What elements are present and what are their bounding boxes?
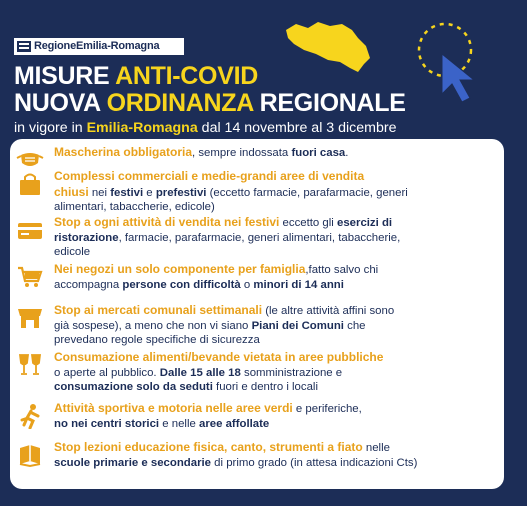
measure-text <box>54 215 500 260</box>
measure-plain: fuori e dentro i locali <box>212 381 318 393</box>
measure-text <box>54 401 500 431</box>
shopping-bag-icon <box>16 171 44 197</box>
measure-line <box>54 333 500 348</box>
measure-plain: prevedano regole specifiche di sicurezza <box>54 334 260 346</box>
measure-plain: . <box>345 147 349 159</box>
mouse-cursor-icon <box>422 36 502 106</box>
measure-bold: no nei centri storici <box>54 417 160 430</box>
measure-bold: aree affollate <box>198 417 270 430</box>
measure-plain: edicole <box>54 246 91 258</box>
measure-plain: di primo grado (in attesa indicazioni Cts) <box>211 456 418 469</box>
measure-line <box>54 169 500 185</box>
measure-text <box>54 350 500 395</box>
measure-highlight: Complessi commerciali e medie-grandi aree di vendita <box>54 169 365 183</box>
measure-bold: scuole primarie e secondarie <box>54 456 212 469</box>
measure-line <box>54 185 500 201</box>
measure-bold: persone con difficoltà <box>122 278 241 291</box>
measure-line <box>54 401 500 417</box>
subtitle: in vigore in Emilia-Romagna dal 14 novembre al 3 dicembre <box>14 120 397 136</box>
measure-line <box>54 200 500 215</box>
mask-icon <box>16 147 44 173</box>
credit-card-icon <box>16 217 44 243</box>
measure-bold: Dalle 15 alle 18 <box>159 366 241 379</box>
measure-plain: eccetto gli <box>279 217 337 229</box>
measure-plain: ,fatto salvo chi <box>305 264 379 276</box>
measure-line <box>54 303 500 319</box>
measure-plain: nei <box>88 186 111 199</box>
region-logo <box>14 38 184 55</box>
measure-plain: o aperte al pubblico. <box>54 366 160 379</box>
measure-line <box>54 366 500 381</box>
book-icon <box>16 442 44 468</box>
measure-plain: (eccetto farmacie, parafarmacie, generi <box>206 186 408 199</box>
measure-plain: già sospese), a meno che non vi siano <box>54 319 252 332</box>
measure-plain: (le altre attività affini sono <box>262 305 395 317</box>
measure-line <box>54 456 500 471</box>
measure-highlight: Stop a ogni attività di vendita nei festivi <box>54 215 280 229</box>
measure-text <box>54 262 500 292</box>
logo-text: RegioneEmilia-Romagna <box>34 40 160 52</box>
measure-plain: , sempre indossata <box>192 147 292 159</box>
measure-highlight: Stop lezioni educazione fisica, canto, strumenti a fiato <box>54 440 363 454</box>
measure-plain: alimentari, tabaccherie, edicole) <box>54 201 215 213</box>
measure-bold: esercizi di <box>337 217 393 229</box>
title-line-2: NUOVA ORDINANZA REGIONALE <box>14 89 406 117</box>
wine-glasses-icon <box>16 352 44 378</box>
measure-highlight: Attività sportiva e motoria nelle aree verdi <box>54 401 293 415</box>
measure-text <box>54 303 500 348</box>
measure-plain: accompagna <box>54 278 123 291</box>
measure-line <box>54 262 500 278</box>
shopping-cart-icon <box>16 264 44 290</box>
measure-bold: ristorazione <box>54 231 119 244</box>
logo-flag-icon <box>17 41 31 52</box>
measure-plain: e nelle <box>159 417 199 430</box>
measure-highlight: Nei negozi un solo componente per famiglia <box>54 262 306 276</box>
market-stall-icon <box>16 305 44 331</box>
measure-bold: minori di 14 anni <box>253 278 344 291</box>
measure-line <box>54 417 500 432</box>
measure-text <box>54 440 500 470</box>
measures-card <box>10 139 504 489</box>
measure-highlight: Mascherina obbligatoria <box>54 145 193 159</box>
measure-text <box>54 169 500 215</box>
measure-bold: festivi <box>110 186 144 199</box>
measure-line <box>54 231 500 246</box>
measure-plain: e periferiche, <box>292 403 362 415</box>
measure-plain: che <box>343 319 366 332</box>
measure-line <box>54 145 500 161</box>
measure-line <box>54 245 500 260</box>
measure-highlight: chiusi <box>54 184 89 199</box>
measure-highlight: Consumazione alimenti/bevande vietata in aree pubbliche <box>54 350 384 364</box>
measure-plain: somministrazione e <box>240 366 343 379</box>
measure-highlight: Stop ai mercati comunali settimanali <box>54 303 263 317</box>
measure-line <box>54 440 500 456</box>
measure-text <box>54 145 500 161</box>
measure-bold: fuori casa <box>291 147 346 159</box>
runner-icon <box>16 403 44 429</box>
measure-bold: Piani dei Comuni <box>251 319 344 332</box>
measure-bold: consumazione solo da seduti <box>54 381 213 393</box>
measure-bold: prefestivi <box>155 186 207 199</box>
measure-plain: o <box>240 278 254 291</box>
emilia-romagna-map-icon <box>282 18 374 80</box>
measure-line <box>54 278 500 293</box>
measure-line <box>54 215 500 231</box>
title-line-1: MISURE ANTI-COVID <box>14 62 258 90</box>
measure-plain: nelle <box>362 442 390 454</box>
measure-line <box>54 319 500 334</box>
measure-plain: e <box>143 186 156 199</box>
measure-plain: , farmacie, parafarmacie, generi alimentari, tabaccherie, <box>118 231 401 244</box>
measure-line <box>54 380 500 395</box>
measure-line <box>54 350 500 366</box>
